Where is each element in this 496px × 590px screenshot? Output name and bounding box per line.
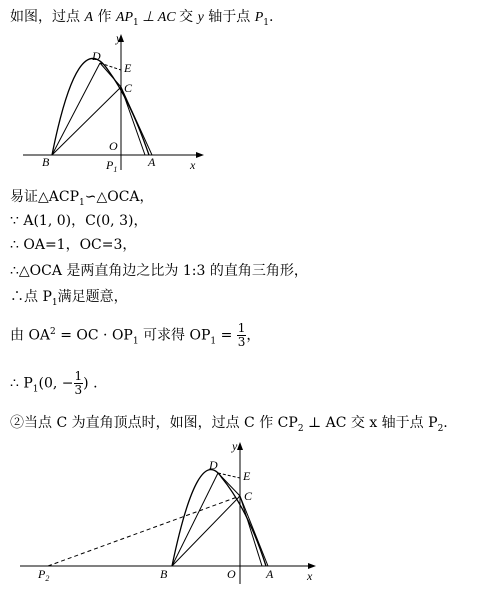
label-C: C (124, 81, 133, 95)
fraction-one-third: $\frac{1}{3}$ (237, 321, 246, 349)
formula-line: 由 $OA^2$ = OC · $OP_1$ 可求得 $OP_1$ = $\frac{1}{3}$ ， (10, 321, 261, 349)
figure-1 (18, 30, 208, 175)
label-P2: $P_2$ (38, 567, 50, 583)
x-axis-arrow (196, 152, 204, 158)
segment-BC-2 (172, 496, 240, 566)
label-C-2: C (244, 489, 253, 503)
label-D-2: D (209, 458, 218, 472)
y-axis-arrow-2 (237, 442, 243, 450)
label-y-2: y (232, 439, 238, 453)
segment-CA (121, 87, 145, 155)
segment-DC-2 (218, 473, 240, 496)
segment-C-A2-2 (240, 496, 268, 566)
label-x-2: x (307, 569, 313, 583)
label-B: B (42, 155, 50, 169)
satisfies-line: ∴点 $P_1$满足题意， (10, 289, 128, 308)
ratio-line: ∴△OCA 是两直角边之比为 1:3 的直角三角形， (10, 263, 308, 279)
label-P1: $P_1$ (106, 158, 118, 174)
label-A-2: A (266, 567, 274, 581)
label-B-2: B (160, 567, 168, 581)
label-D: D (92, 49, 101, 63)
label-E: E (124, 61, 132, 75)
figure-2 (0, 438, 330, 588)
segment-P2C (48, 496, 240, 566)
label-O-2: O (227, 567, 236, 581)
label-A: A (148, 155, 156, 169)
label-y: y (116, 31, 122, 45)
similar-triangles-line: 易证$\triangle ACP_1∽\triangle OCA$， (10, 189, 154, 208)
label-O: O (109, 139, 118, 153)
label-x: x (190, 158, 196, 172)
segment-BD (52, 63, 100, 155)
segment-C-A2 (121, 87, 152, 155)
given-points-line: ∵ A(1, 0)，C(0, 3)， (10, 213, 148, 229)
fraction-one-third-2: $\frac{1}{3}$ (74, 369, 83, 397)
segment-CA-2 (240, 496, 262, 566)
label-E-2: E (243, 469, 251, 483)
lengths-line: ∴ OA=1，OC=3， (10, 237, 137, 253)
intro-line: 如图，过点 A 作 $AP_1$ ⊥ AC 交 y 轴于点 $P_1$. (10, 9, 274, 28)
result-line: ∴ $P_1(0$, − $\frac{1}{3}$ ) . (10, 369, 98, 397)
case-two-line: ②当点 C 为直角顶点时，如图，过点 C 作 $CP_2$ ⊥ AC 交 x 轴于点 $P_2$. (10, 415, 448, 434)
